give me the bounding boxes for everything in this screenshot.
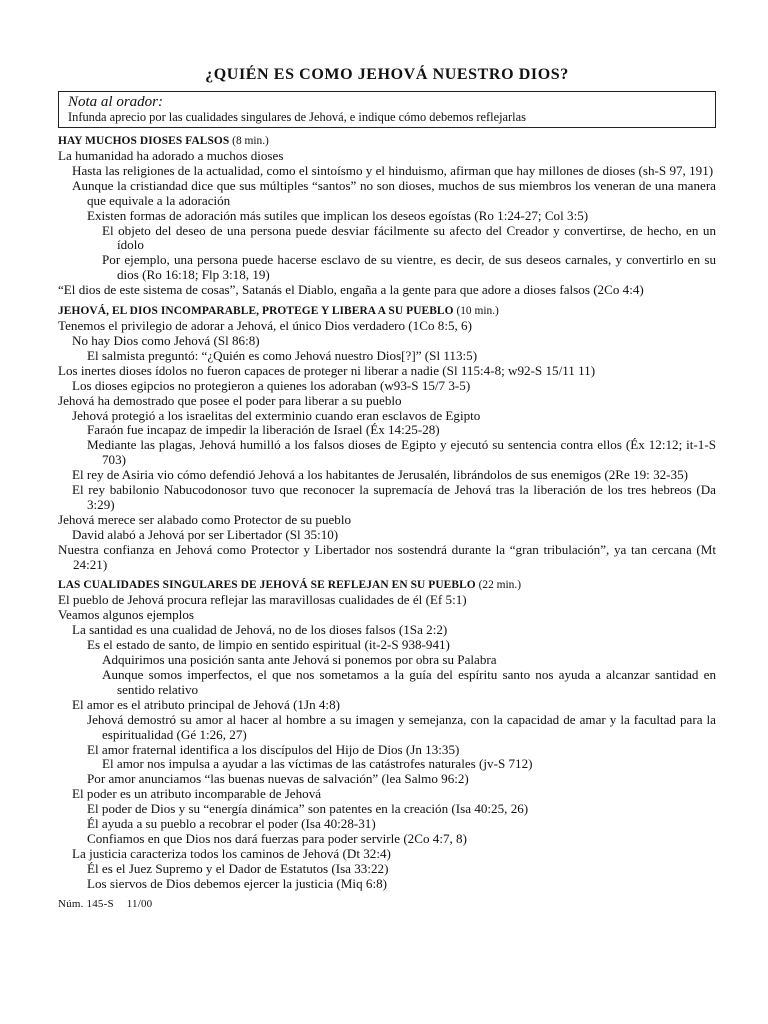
- outline-point: Él ayuda a su pueblo a recobrar el poder (Isa 40:28-31): [87, 816, 376, 832]
- outline-point: Hasta las religiones de la actualidad, como el sintoísmo y el hinduismo, afirman que hay millones de dioses (sh-S 97, 191): [72, 162, 714, 178]
- outline-point: No hay Dios como Jehová (Sl 86:8): [72, 332, 260, 348]
- outline-point: La santidad es una cualidad de Jehová, no de los dioses falsos (1Sa 2:2): [72, 622, 448, 638]
- outline-point: Por ejemplo, una persona puede hacerse esclavo de su vientre, es decir, de sus deseos carnales, y convertirlo en su dios (Ro 16:18; Flp 3:18, 19): [102, 252, 716, 283]
- speaker-note-text: Infunda aprecio por las cualidades singulares de Jehová, e indique cómo debemos reflejarlas: [68, 110, 526, 124]
- section-heading-title: HAY MUCHOS DIOSES FALSOS: [58, 135, 230, 147]
- footer: [58, 898, 716, 910]
- outline-point: Los dioses egipcios no protegieron a quienes los adoraban (w93-S 15/7 3-5): [72, 377, 471, 393]
- outline-point: Mediante las plagas, Jehová humilló a los falsos dioses de Egipto y ejecutó su sentencia contra ellos (Éx 12:12; it-1-S 703): [87, 437, 716, 468]
- section-heading: [58, 133, 716, 149]
- outline-page: [58, 62, 716, 910]
- outline-point: “El dios de este sistema de cosas”, Satanás el Diablo, engaña a la gente para que adore a dioses falsos (2Co 4:4): [58, 282, 644, 298]
- outline-point: El pueblo de Jehová procura reflejar las maravillosas cualidades de él (Ef 5:1): [58, 592, 467, 608]
- section-heading: [58, 303, 716, 319]
- section-heading-title: JEHOVÁ, EL DIOS INCOMPARABLE, PROTEGE Y LIBERA A SU PUEBLO: [58, 305, 454, 318]
- section-heading-title: LAS CUALIDADES SINGULARES DE JEHOVÁ SE REFLEJAN EN SU PUEBLO: [58, 579, 476, 592]
- outline-point: Es el estado de santo, de limpio en sentido espiritual (it-2-S 938-941): [87, 637, 450, 653]
- outline-section: [58, 303, 716, 572]
- outline-point: El salmista preguntó: “¿Quién es como Jehová nuestro Dios[?]” (Sl 113:5): [87, 347, 478, 363]
- outline-point: Jehová protegió a los israelitas del exterminio cuando eran esclavos de Egipto: [72, 407, 481, 423]
- speaker-note-box: [58, 91, 716, 128]
- outline-point: Los inertes dioses ídolos no fueron capaces de proteger ni liberar a nadie (Sl 115:4-8; w92-S 15/11 11): [58, 362, 596, 378]
- page-title: ¿QUIÉN ES COMO JEHOVÁ NUESTRO DIOS?: [205, 66, 569, 83]
- outline-point: El amor fraternal identifica a los discípulos del Hijo de Dios (Jn 13:35): [87, 741, 460, 757]
- outline-point: Aunque la cristiandad dice que sus múltiples “santos” no son dioses, muchos de sus miembros los veneran de una manera que equivale a la adoración: [72, 177, 716, 208]
- section-duration: (22 min.): [478, 579, 521, 592]
- outline-point: Jehová ha demostrado que posee el poder para liberar a su pueblo: [58, 392, 402, 408]
- outline-point: Nuestra confianza en Jehová como Protector y Libertador nos sostendrá durante la “gran tribulación”, ya tan cercana (Mt 24:21): [58, 541, 716, 572]
- outline-point: El rey de Asiria vio cómo defendió Jehová a los habitantes de Jerusalén, librándolos de sus enemigos (2Re 19: 32-35): [72, 467, 688, 483]
- section-duration: (8 min.): [232, 135, 269, 147]
- outline-point: El poder de Dios y su “energía dinámica” son patentes en la creación (Isa 40:25, 26): [87, 801, 529, 817]
- outline-point: Confiamos en que Dios nos dará fuerzas para poder servirle (2Co 4:7, 8): [87, 830, 467, 846]
- outline-point: Jehová merece ser alabado como Protector de su pueblo: [58, 511, 352, 527]
- outline-point: Los siervos de Dios debemos ejercer la justicia (Miq 6:8): [87, 875, 387, 891]
- outline-point: La humanidad ha adorado a muchos dioses: [58, 148, 284, 163]
- outline-point: El poder es un atributo incomparable de Jehová: [72, 786, 322, 802]
- sections-container: [58, 133, 716, 892]
- outline-point: Adquirimos una posición santa ante Jehová si ponemos por obra su Palabra: [102, 652, 497, 668]
- outline-point: Aunque somos imperfectos, el que nos sometamos a la guía del espíritu santo nos ayuda a alcanzar santidad en sentido relativo: [102, 667, 716, 697]
- form-number: Núm. 145-S: [58, 897, 114, 910]
- outline-point: La justicia caracteriza todos los caminos de Jehová (Dt 32:4): [72, 845, 391, 861]
- section-duration: (10 min.): [456, 305, 499, 318]
- section-heading: [58, 577, 716, 593]
- outline-point: El objeto del deseo de una persona puede desviar fácilmente su afecto del Creador y convertirse, de hecho, en un ídolo: [102, 222, 716, 253]
- outline-point: Faraón fue incapaz de impedir la liberación de Israel (Éx 14:25-28): [87, 422, 440, 438]
- outline-point: Por amor anunciamos “las buenas nuevas de salvación” (lea Salmo 96:2): [87, 771, 469, 787]
- outline-point: Jehová demostró su amor al hacer al hombre a su imagen y semejanza, con la capacidad de amar y la facultad para la espiritualidad (Gé 1:26, 27): [87, 711, 716, 742]
- outline-point: Él es el Juez Supremo y el Dador de Estatutos (Isa 33:22): [87, 860, 389, 876]
- speaker-note-heading: Nota al orador:: [68, 94, 164, 110]
- outline-point: Veamos algunos ejemplos: [58, 607, 195, 623]
- outline-point: David alabó a Jehová por ser Libertador (Sl 35:10): [72, 526, 339, 542]
- outline-point: Existen formas de adoración más sutiles que implican los deseos egoístas (Ro 1:24-27; Col 3:5): [87, 207, 589, 223]
- outline-section: [58, 133, 716, 298]
- outline-point: El amor nos impulsa a ayudar a las víctimas de las catástrofes naturales (jv-S 712): [102, 756, 533, 772]
- outline-point: Tenemos el privilegio de adorar a Jehová, el único Dios verdadero (1Co 8:5, 6): [58, 318, 472, 334]
- form-date: 11/00: [126, 897, 153, 910]
- outline-section: [58, 577, 716, 891]
- outline-point: El amor es el atributo principal de Jehová (1Jn 4:8): [72, 696, 340, 712]
- outline-point: El rey babilonio Nabucodonosor tuvo que reconocer la supremacía de Jehová tras la liberación de los tres hebreos (Da 3:29): [72, 482, 716, 512]
